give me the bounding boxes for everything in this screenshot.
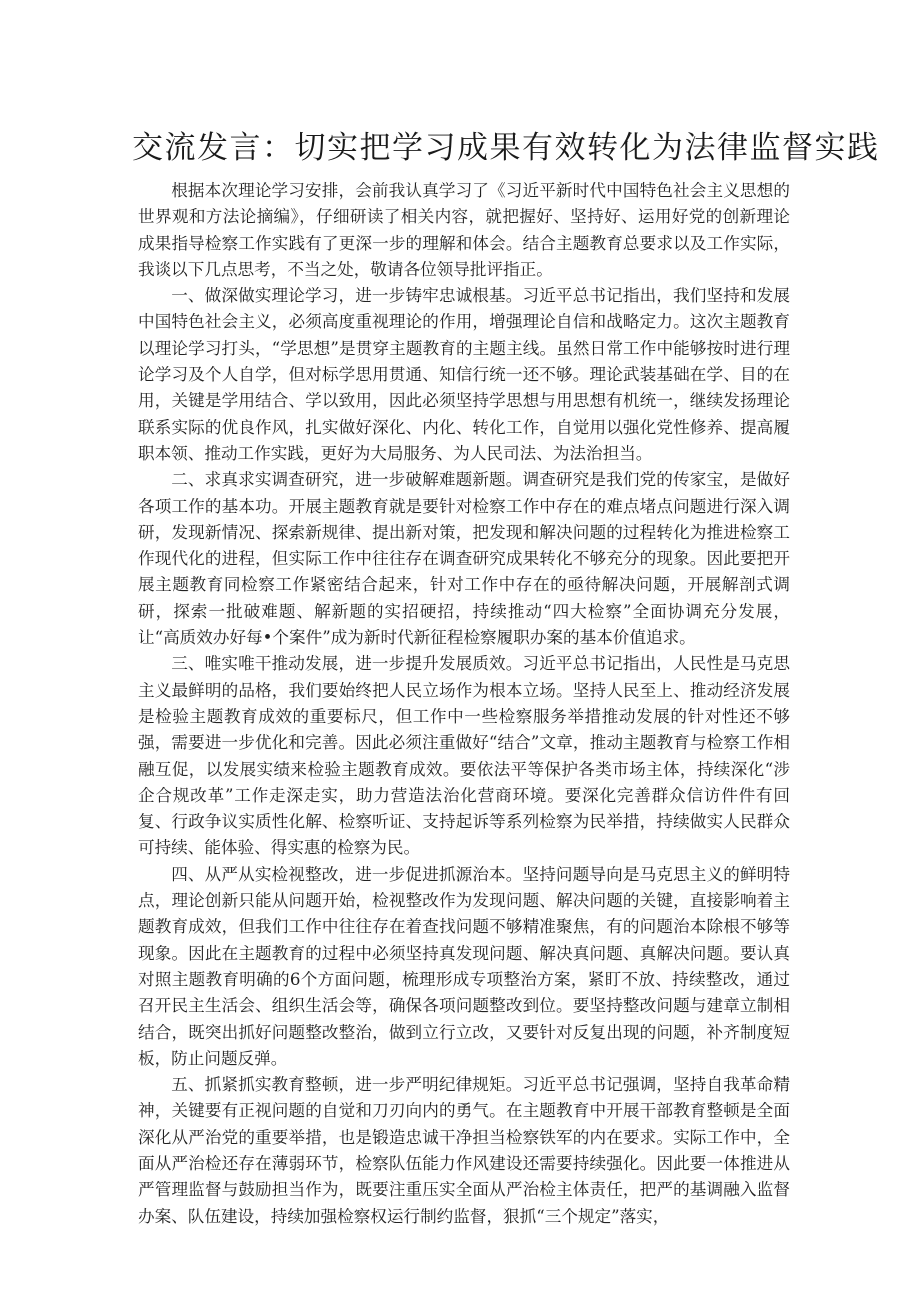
paragraph-rectification: 四、从严从实检视整改，进一步促进抓源治本。坚持问题导向是马克思主义的鲜明特点，理论创新只能从问题开始，检视整改作为发现问题、解决问题的关键，直接影响着主题教育成效，但我们工作中往往存在着查找问题不够精准聚焦，有的问题治本除根不够等现象。因此在主题教育的过程中必须坚持真发现问题、解决真问题、真解决问题。要认真对照主题教育明确的6个方面问题，梳理形成专项整治方案，紧盯不放、持续整改，通过召开民主生活会、组织生活会等，确保各项问题整改到位。要坚持整改问题与建章立制相结合，既突出抓好问题整改整治，做到立行立改，又要针对反复出现的问题，补齐制度短板，防止问题反弹。 [138, 864, 790, 1068]
paragraph-discipline: 五、抓紧抓实教育整顿，进一步严明纪律规矩。习近平总书记强调，坚持自我革命精神，关键要有正视问题的自觉和刀刃向内的勇气。在主题教育中开展干部教育整顿是全面深化从严治党的重要举措，也是锻造忠诚干净担当检察铁军的内在要求。实际工作中，全面从严治检还存在薄弱环节，检察队伍能力作风建设还需要持续强化。因此要一体推进从严管理监督与鼓励担当作为，既要注重压实全面从严治检主体责任，把严的基调融入监督办案、队伍建设，持续加强检察权运行制约监督，狠抓“三个规定”落实， [138, 1075, 790, 1226]
paragraph-intro: 根据本次理论学习安排，会前我认真学习了《习近平新时代中国特色社会主义思想的世界观和方法论摘编》，仔细研读了相关内容，就把握好、坚持好、运用好党的创新理论成果指导检察工作实践有了更深一步的理解和体会。结合主题教育总要求以及工作实际，我谈以下几点思考，不当之处，敬请各位领导批评指正。 [138, 181, 790, 279]
paragraph-theory-study: 一、做深做实理论学习，进一步铸牢忠诚根基。习近平总书记指出，我们坚持和发展中国特色社会主义，必须高度重视理论的作用，增强理论自信和战略定力。这次主题教育以理论学习打头，“学思想”是贯穿主题教育的主题主线。虽然日常工作中能够按时进行理论学习及个人自学，但对标学思用贯通、知信行统一还不够。理论武装基础在学、目的在用，关键是学用结合、学以致用，因此必须坚持学思想与用思想有机统一，继续发扬理论联系实际的优良作风，扎实做好深化、内化、转化工作，自觉用以强化党性修养、提高履职本领、推动工作实践，更好为大局服务、为人民司法、为法治担当。 [138, 286, 790, 463]
document-title: 交流发言：切实把学习成果有效转化为法律监督实践 [132, 130, 880, 166]
document-body [138, 178, 790, 1230]
paragraph-investigation: 二、求真求实调查研究，进一步破解难题新题。调查研究是我们党的传家宝，是做好各项工作的基本功。开展主题教育就是要针对检察工作中存在的难点堵点问题进行深入调研，发现新情况、探索新规律、提出新对策，把发现和解决问题的过程转化为推进检察工作现代化的进程，但实际工作中往往存在调查研究成果转化不够充分的现象。因此要把开展主题教育同检察工作紧密结合起来，针对工作中存在的亟待解决问题，开展解剖式调研，探索一批破难题、解新题的实招硬招，持续推动“四大检察”全面协调充分发展，让“高质效办好每•个案件”成为新时代新征程检察履职办案的基本价值追求。 [138, 470, 790, 648]
paragraph-development: 三、唯实唯干推动发展，进一步提升发展质效。习近平总书记指出，人民性是马克思主义最鲜明的品格，我们要始终把人民立场作为根本立场。坚持人民至上、推动经济发展是检验主题教育成效的重要标尺，但工作中一些检察服务举措推动发展的针对性还不够强，需要进一步优化和完善。因此必须注重做好“结合”文章，推动主题教育与检察工作相融互促，以发展实绩来检验主题教育成效。要依法平等保护各类市场主体，持续深化“涉企合规改革”工作走深走实，助力营造法治化营商环境。要深化完善群众信访件件有回复、行政争议实质性化解、检察听证、支持起诉等系列检察为民举措，持续做实人民群众可持续、能体验、得实惠的检察为民。 [138, 654, 790, 858]
